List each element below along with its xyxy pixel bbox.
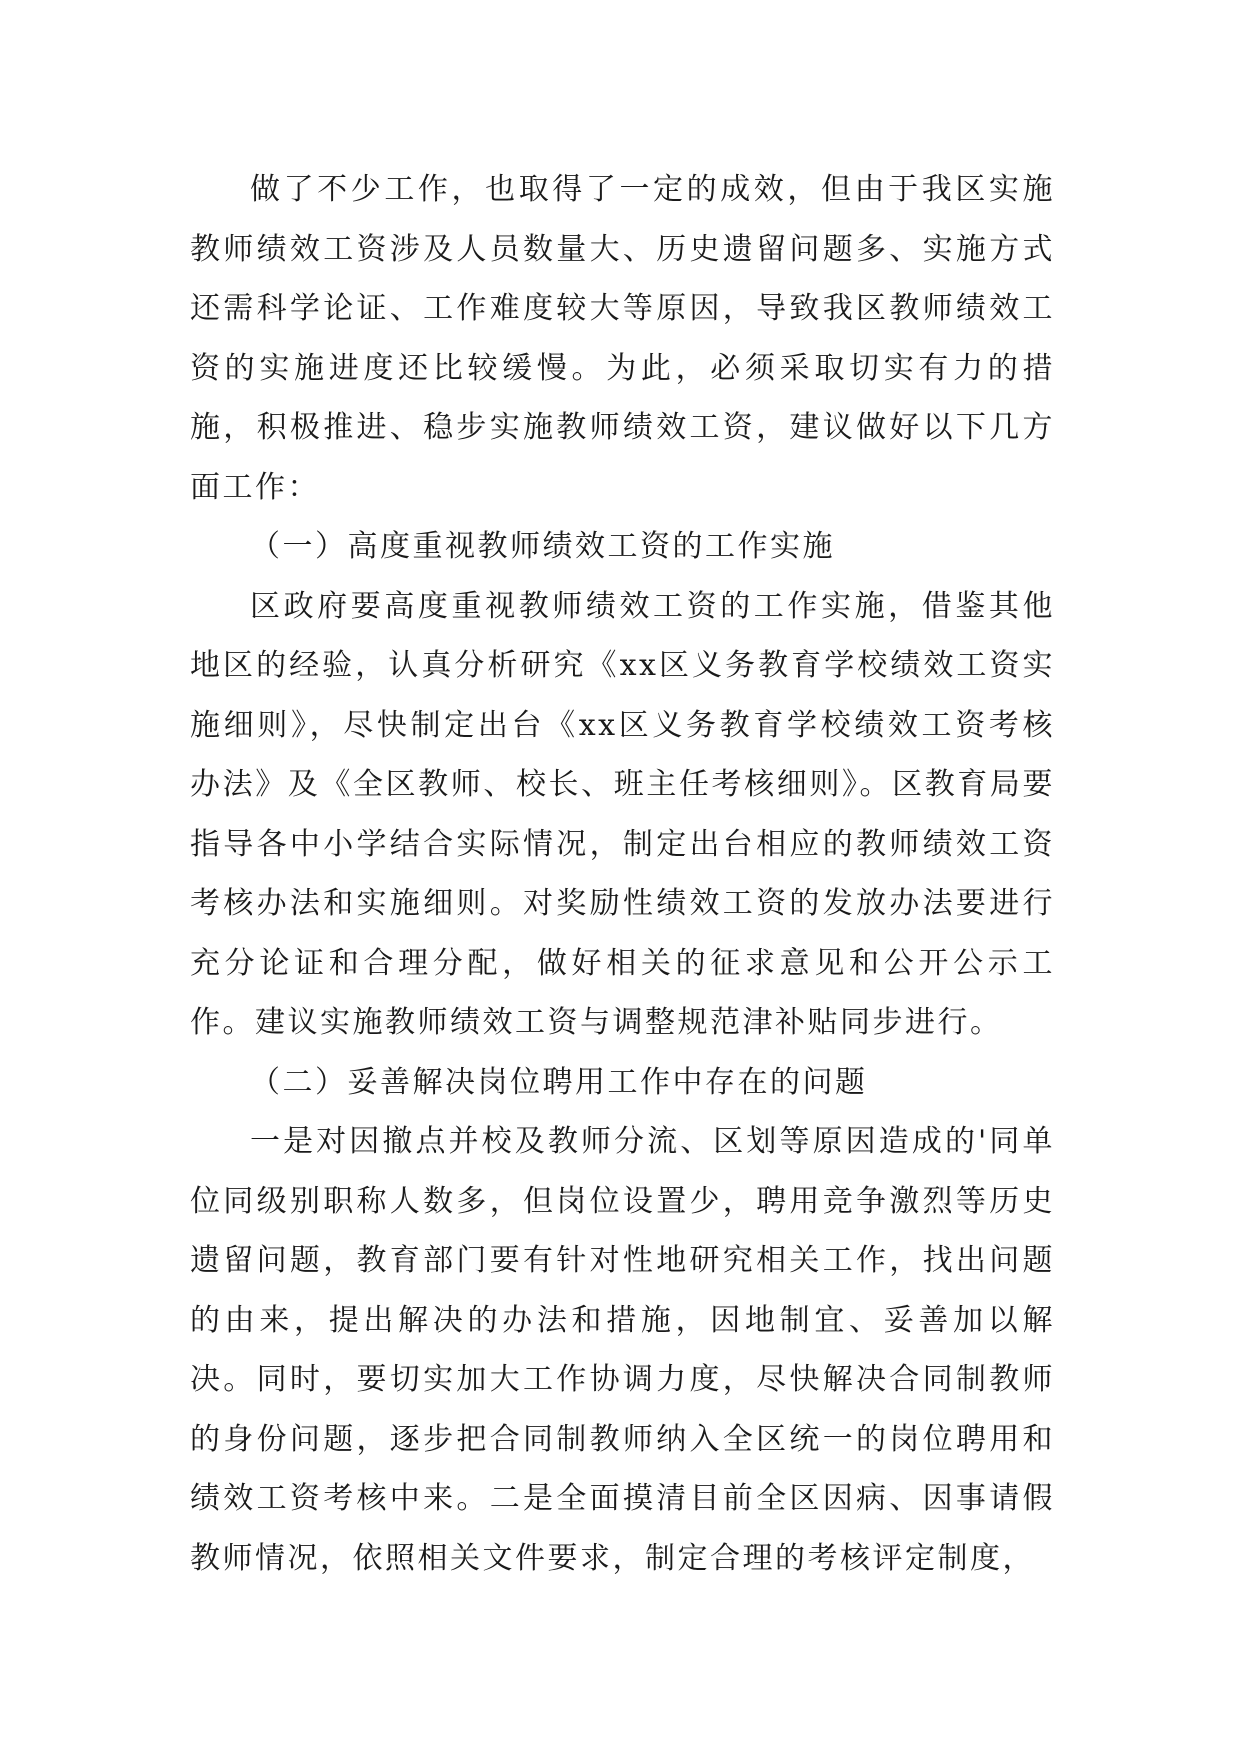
section-heading-1: （一）高度重视教师绩效工资的工作实施 [250,529,835,564]
section-heading-2: （二）妥善解决岗位聘用工作中存在的问题 [250,1064,868,1100]
paragraph-section-2: 一是对因撤点并校及教师分流、区划等原因造成的'同单位同级别职称人数多，但岗位设置少，聘用竞争激烈等历史遗留问题，教育部门要有针对性地研究相关工作，找出问题的由来，提出解决的办法和措施，因地制宜、妥善加以解决。同时，要切实加大工作协调力度，尽快解决合同制教师的身份问题，逐步把合同制教师纳入全区统一的岗位聘用和绩效工资考核中来。二是全面摸清目前全区因病、因事请假教师情况，依照相关文件要求，制定合理的考核评定制度， [190,1124,1055,1576]
paragraph-section-1: 区政府要高度重视教师绩效工资的工作实施，借鉴其他地区的经验，认真分析研究《xx区义务教育学校绩效工资实施细则》，尽快制定出台《xx区义务教育学校绩效工资考核办法》及《全区教师、校长、班主任考核细则》。区教育局要指导各中小学结合实际情况，制定出台相应的教师绩效工资考核办法和实施细则。对奖励性绩效工资的发放办法要进行充分论证和合理分配，做好相关的征求意见和公开公示工作。建议实施教师绩效工资与调整规范津补贴同步进行。 [190,588,1055,1040]
document-body [190,160,1055,1588]
paragraph-continuation: 做了不少工作，也取得了一定的成效，但由于我区实施教师绩效工资涉及人员数量大、历史遗留问题多、实施方式还需科学论证、工作难度较大等原因，导致我区教师绩效工资的实施进度还比较缓慢。为此，必须采取切实有力的措施，积极推进、稳步实施教师绩效工资，建议做好以下几方面工作： [190,172,1055,505]
